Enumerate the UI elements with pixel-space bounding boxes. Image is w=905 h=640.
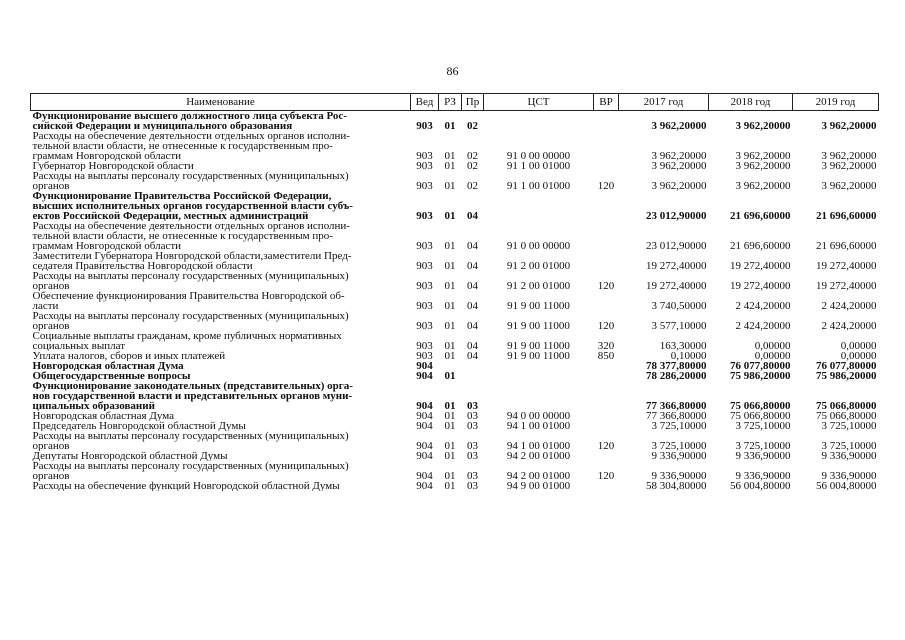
cell-name: Уплата налогов, сборов и иных платежей	[32, 351, 226, 361]
cell-2018: 3 962,20000	[735, 180, 791, 191]
cell-name: Общегосударственные вопросы	[32, 371, 191, 381]
cell-ved: 903	[416, 180, 433, 191]
cell-2019: 75 066,80000	[816, 411, 877, 421]
cell-2017: 78 377,80000	[646, 361, 707, 371]
cell-2018: 19 272,40000	[730, 280, 791, 291]
cell-pr: 02	[467, 150, 478, 161]
cell-2019: 3 725,10000	[821, 440, 877, 451]
cell-vr	[594, 221, 619, 251]
cell-ved: 903	[416, 240, 433, 251]
cell-cst: 94 1 00 01000	[506, 440, 571, 451]
cell-name: Расходы на выплаты персоналу государственных (муниципальных) органов	[32, 271, 349, 291]
cell-cst	[484, 381, 594, 411]
cell-vr	[594, 111, 619, 132]
cell-rz: 01	[444, 260, 456, 271]
cell-name: Расходы на обеспечение функций Новгородской областной Думы	[32, 481, 340, 491]
cell-name: Расходы на обеспечение деятельности отдельных органов исполни- тельной власти области, не отнесенные к государственным про- граммам Новгородской области	[32, 221, 350, 251]
cell-pr: 02	[467, 180, 478, 191]
cell-rz: 01	[444, 421, 456, 431]
col-header-pr: Пр	[462, 94, 484, 111]
cell-vr	[594, 451, 619, 461]
cell-pr: 04	[467, 300, 478, 311]
cell-ved: 904	[416, 371, 433, 381]
cell-name: Расходы на обеспечение деятельности отдельных органов исполни- тельной власти области, не отнесенные к государственным про- граммам Новгородской области	[32, 131, 350, 161]
cell-2019: 0,00000	[840, 340, 877, 351]
cell-2018: 75 066,80000	[730, 411, 791, 421]
cell-ved: 904	[416, 440, 433, 451]
table-row	[31, 431, 879, 451]
cell-cst: 94 9 00 01000	[506, 481, 571, 491]
table-header	[31, 94, 879, 111]
table-row	[31, 411, 879, 421]
cell-vr	[594, 191, 619, 221]
cell-rz: 01	[444, 440, 456, 451]
cell-2018: 75 986,20000	[730, 371, 791, 381]
cell-2019: 0,00000	[840, 351, 877, 361]
cell-vr	[594, 361, 619, 371]
cell-2019: 21 696,60000	[816, 210, 877, 221]
cell-name: Расходы на выплаты персоналу государственных (муниципальных) органов	[32, 461, 349, 481]
cell-pr: 02	[467, 161, 478, 171]
cell-name: Председатель Новгородской областной Думы	[32, 421, 246, 431]
cell-pr: 03	[467, 421, 478, 431]
cell-2018: 75 066,80000	[730, 400, 791, 411]
cell-2018: 3 962,20000	[735, 120, 791, 131]
table-body	[31, 111, 879, 492]
cell-name: Функционирование законодательных (представительных) орга- нов государственной власти и представительных органов муни- ципальных образований	[32, 381, 353, 411]
table-row	[31, 381, 879, 411]
cell-2017: 9 336,90000	[651, 451, 707, 461]
cell-vr	[594, 251, 619, 271]
table-row	[31, 291, 879, 311]
cell-name: Расходы на выплаты персоналу государственных (муниципальных) органов	[32, 431, 349, 451]
cell-rz: 01	[444, 300, 456, 311]
cell-cst	[484, 361, 594, 371]
table-row	[31, 361, 879, 371]
cell-pr	[462, 361, 484, 371]
cell-ved: 903	[416, 210, 433, 221]
cell-ved: 904	[416, 481, 433, 491]
cell-vr: 850	[597, 351, 615, 361]
cell-name: Новгородская областная Дума	[32, 411, 174, 421]
table-row	[31, 131, 879, 161]
cell-2017: 3 962,20000	[651, 180, 707, 191]
col-header-2019: 2019 год	[793, 94, 879, 111]
cell-rz: 01	[444, 371, 456, 381]
cell-cst: 91 2 00 01000	[506, 260, 571, 271]
cell-rz	[439, 361, 462, 371]
cell-2019: 19 272,40000	[816, 260, 877, 271]
table-row	[31, 311, 879, 331]
table-row	[31, 481, 879, 491]
cell-ved: 904	[416, 470, 433, 481]
cell-2017: 58 304,80000	[646, 481, 707, 491]
cell-2018: 9 336,90000	[735, 470, 791, 481]
cell-2017: 3 962,20000	[651, 161, 707, 171]
cell-ved: 903	[416, 161, 433, 171]
cell-2019: 2 424,20000	[821, 300, 877, 311]
table-row	[31, 271, 879, 291]
cell-vr	[594, 481, 619, 491]
cell-2017: 3 725,10000	[651, 440, 707, 451]
cell-2018: 2 424,20000	[735, 320, 791, 331]
cell-pr: 03	[467, 451, 478, 461]
cell-2019: 19 272,40000	[816, 280, 877, 291]
cell-ved: 904	[416, 421, 433, 431]
cell-2019: 76 077,80000	[816, 361, 877, 371]
cell-2017: 78 286,20000	[646, 371, 707, 381]
cell-rz: 01	[444, 180, 456, 191]
cell-ved: 904	[416, 451, 433, 461]
cell-2017: 23 012,90000	[646, 240, 707, 251]
cell-pr	[462, 371, 484, 381]
cell-2019: 9 336,90000	[821, 451, 877, 461]
table-row	[31, 111, 879, 132]
cell-vr: 120	[597, 440, 615, 451]
cell-2018: 2 424,20000	[735, 300, 791, 311]
cell-pr: 02	[467, 120, 478, 131]
cell-rz: 01	[444, 240, 456, 251]
cell-cst	[484, 371, 594, 381]
cell-ved: 903	[416, 150, 433, 161]
cell-2019: 21 696,60000	[816, 240, 877, 251]
cell-2019: 3 962,20000	[821, 180, 877, 191]
cell-pr: 04	[467, 240, 478, 251]
cell-vr: 320	[597, 340, 615, 351]
cell-pr: 04	[467, 320, 478, 331]
cell-2017: 3 725,10000	[651, 421, 707, 431]
cell-cst: 91 1 00 01000	[506, 161, 571, 171]
cell-vr	[594, 411, 619, 421]
col-header-name: Наименование	[31, 94, 411, 111]
cell-ved: 904	[416, 361, 433, 371]
cell-cst: 91 9 00 11000	[507, 320, 570, 331]
header-row	[31, 94, 879, 111]
col-header-vr: ВР	[594, 94, 619, 111]
cell-2017: 19 272,40000	[646, 280, 707, 291]
cell-rz: 01	[444, 451, 456, 461]
col-header-2017: 2017 год	[619, 94, 709, 111]
cell-2019: 75 066,80000	[816, 400, 877, 411]
col-header-2018: 2018 год	[709, 94, 793, 111]
cell-2017: 77 366,80000	[646, 400, 707, 411]
cell-2019: 9 336,90000	[821, 470, 877, 481]
table-row	[31, 171, 879, 191]
cell-name: Депутаты Новгородской областной Думы	[32, 451, 228, 461]
col-header-ved: Вед	[411, 94, 439, 111]
cell-rz: 01	[444, 150, 456, 161]
table-row	[31, 351, 879, 361]
cell-pr: 03	[467, 440, 478, 451]
table-row	[31, 221, 879, 251]
cell-cst: 91 9 00 11000	[507, 300, 570, 311]
cell-cst: 94 1 00 01000	[506, 421, 571, 431]
cell-cst	[484, 111, 594, 132]
table-row	[31, 191, 879, 221]
cell-rz: 01	[444, 400, 456, 411]
cell-pr: 04	[467, 351, 478, 361]
cell-vr	[594, 131, 619, 161]
cell-rz: 01	[444, 280, 456, 291]
cell-pr: 03	[467, 470, 478, 481]
cell-2017: 3 962,20000	[651, 150, 707, 161]
cell-rz: 01	[444, 481, 456, 491]
table-row	[31, 461, 879, 481]
cell-2019: 3 962,20000	[821, 161, 877, 171]
cell-cst: 91 9 00 11000	[507, 340, 570, 351]
cell-cst: 91 9 00 11000	[507, 351, 570, 361]
cell-2018: 3 725,10000	[735, 421, 791, 431]
cell-2017: 9 336,90000	[651, 470, 707, 481]
cell-vr	[594, 161, 619, 171]
cell-ved: 903	[416, 340, 433, 351]
cell-vr: 120	[597, 320, 615, 331]
cell-vr	[594, 421, 619, 431]
cell-cst	[484, 191, 594, 221]
budget-table	[30, 93, 879, 491]
cell-rz: 01	[444, 161, 456, 171]
cell-cst: 91 0 00 00000	[506, 150, 571, 161]
cell-ved: 904	[416, 400, 433, 411]
cell-rz: 01	[444, 120, 456, 131]
cell-ved: 903	[416, 120, 433, 131]
cell-name: Новгородская областная Дума	[32, 361, 184, 371]
cell-2017: 163,30000	[659, 340, 707, 351]
cell-2017: 3 740,50000	[651, 300, 707, 311]
cell-2019: 75 986,20000	[816, 371, 877, 381]
cell-name: Функционирование Правительства Российской Федерации, высших исполнительных органов государственной власти субъ- ектов Российской Федерации, местных администраций	[32, 191, 353, 221]
cell-name: Обеспечение функционирования Правительства Новгородской об- ласти	[32, 291, 345, 311]
cell-name: Функционирование высшего должностного лица субъекта Рос- сийской Федерации и муниципального образования	[32, 110, 347, 131]
cell-2018: 19 272,40000	[730, 260, 791, 271]
table-row	[31, 251, 879, 271]
cell-pr: 04	[467, 210, 478, 221]
cell-2019: 3 962,20000	[821, 120, 877, 131]
cell-ved: 903	[416, 300, 433, 311]
cell-2018: 56 004,80000	[730, 481, 791, 491]
cell-vr: 120	[597, 470, 615, 481]
cell-cst: 91 0 00 00000	[506, 240, 571, 251]
table-row	[31, 331, 879, 351]
col-header-cst: ЦСТ	[484, 94, 594, 111]
cell-2018: 21 696,60000	[730, 210, 791, 221]
table-row	[31, 161, 879, 171]
cell-2017: 0,10000	[670, 351, 707, 361]
cell-ved: 903	[416, 260, 433, 271]
cell-2019: 2 424,20000	[821, 320, 877, 331]
cell-ved: 903	[416, 351, 433, 361]
cell-pr: 03	[467, 400, 478, 411]
cell-ved: 903	[416, 280, 433, 291]
cell-2018: 3 725,10000	[735, 440, 791, 451]
cell-name: Расходы на выплаты персоналу государственных (муниципальных) органов	[32, 311, 349, 331]
cell-2018: 3 962,20000	[735, 161, 791, 171]
cell-2018: 9 336,90000	[735, 451, 791, 461]
table-row	[31, 421, 879, 431]
cell-rz: 01	[444, 340, 456, 351]
cell-rz: 01	[444, 351, 456, 361]
cell-name: Заместители Губернатора Новгородской области,заместители Пред- седателя Правительства Новгородской области	[32, 251, 352, 271]
cell-rz: 01	[444, 411, 456, 421]
cell-cst: 91 2 00 01000	[506, 280, 571, 291]
cell-2017: 3 962,20000	[651, 120, 707, 131]
table-row	[31, 451, 879, 461]
cell-2018: 3 962,20000	[735, 150, 791, 161]
table-row	[31, 371, 879, 381]
cell-pr: 03	[467, 481, 478, 491]
cell-2018: 76 077,80000	[730, 361, 791, 371]
cell-2018: 21 696,60000	[730, 240, 791, 251]
cell-pr: 03	[467, 411, 478, 421]
cell-2017: 23 012,90000	[646, 210, 707, 221]
page-number: 86	[446, 64, 459, 78]
cell-ved: 904	[416, 411, 433, 421]
cell-pr: 04	[467, 340, 478, 351]
cell-cst: 94 0 00 00000	[506, 411, 571, 421]
cell-cst: 91 1 00 01000	[506, 180, 571, 191]
cell-name: Расходы на выплаты персоналу государственных (муниципальных) органов	[32, 171, 349, 191]
cell-name: Социальные выплаты гражданам, кроме публичных нормативных социальных выплат	[32, 331, 342, 351]
col-header-rz: РЗ	[439, 94, 462, 111]
cell-vr	[594, 371, 619, 381]
cell-pr: 04	[467, 260, 478, 271]
cell-vr	[594, 381, 619, 411]
cell-cst: 94 2 00 01000	[506, 470, 571, 481]
cell-vr: 120	[597, 180, 615, 191]
cell-2019: 3 962,20000	[821, 150, 877, 161]
cell-2017: 77 366,80000	[646, 411, 707, 421]
cell-2018: 0,00000	[754, 340, 791, 351]
cell-cst: 94 2 00 01000	[506, 451, 571, 461]
cell-pr: 04	[467, 280, 478, 291]
cell-2019: 56 004,80000	[816, 481, 877, 491]
cell-rz: 01	[444, 470, 456, 481]
cell-vr: 120	[597, 280, 615, 291]
cell-2017: 19 272,40000	[646, 260, 707, 271]
cell-rz: 01	[444, 320, 456, 331]
cell-rz: 01	[444, 210, 456, 221]
cell-ved: 903	[416, 320, 433, 331]
cell-2018: 0,00000	[754, 351, 791, 361]
cell-2019: 3 725,10000	[821, 421, 877, 431]
cell-vr	[594, 291, 619, 311]
cell-name: Губернатор Новгородской области	[32, 161, 194, 171]
cell-2017: 3 577,10000	[651, 320, 707, 331]
